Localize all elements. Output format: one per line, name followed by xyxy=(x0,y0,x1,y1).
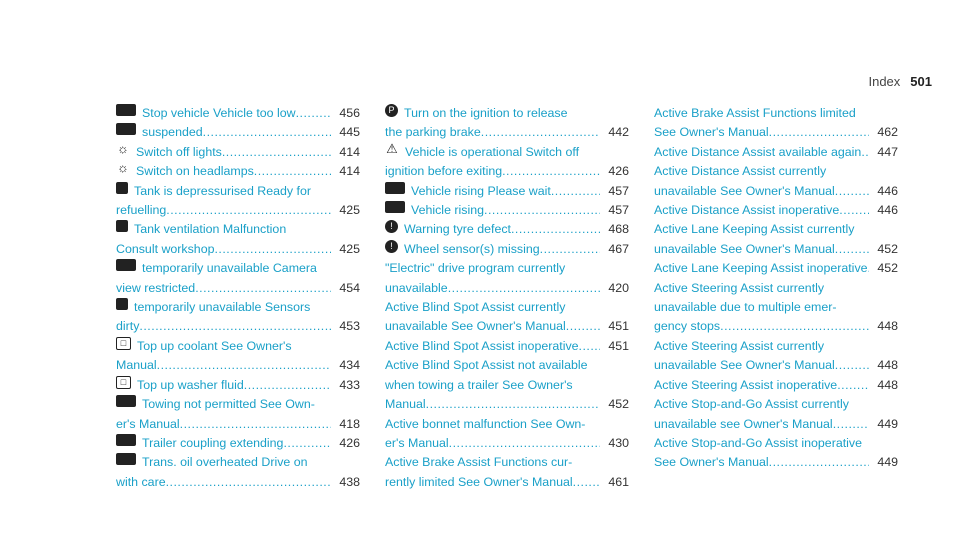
index-entry-line xyxy=(654,356,898,375)
entry-page-number: 449 xyxy=(877,455,898,470)
entry-text[interactable]: Vehicle rising xyxy=(411,203,485,218)
index-entry-line xyxy=(654,123,898,142)
entry-text[interactable]: dirty xyxy=(116,319,140,334)
entry-text[interactable]: Active Blind Spot Assist not available xyxy=(385,358,588,373)
entry-text[interactable]: unavailable See Owner's Manual xyxy=(654,241,835,256)
index-entry-line xyxy=(385,201,629,220)
index-entry-line xyxy=(385,473,629,492)
index-entry-line xyxy=(116,473,360,492)
entry-text[interactable]: er's Manual xyxy=(385,435,449,450)
entry-page-number: 462 xyxy=(877,125,898,140)
entry-text[interactable]: view restricted xyxy=(116,280,196,295)
entry-text[interactable]: Active Lane Keeping Assist currently xyxy=(654,222,855,237)
index-entry[interactable] xyxy=(116,182,360,221)
entry-text[interactable]: Active Steering Assist inoperative xyxy=(654,377,838,392)
page-number: 501 xyxy=(910,74,932,89)
index-entry[interactable] xyxy=(654,220,898,259)
entry-page-number: 414 xyxy=(339,144,360,159)
entry-text[interactable]: Tank ventilation Malfunction xyxy=(134,222,287,237)
dot-leader xyxy=(203,123,331,142)
dot-leader xyxy=(180,415,331,434)
light-icon: ☼ xyxy=(117,160,129,176)
index-entry-line xyxy=(385,123,629,142)
index-entry-line xyxy=(116,434,360,453)
index-entry[interactable] xyxy=(654,337,898,376)
index-entry-line xyxy=(654,220,898,239)
entry-text[interactable]: unavailable see Owner's Manual xyxy=(654,416,833,431)
entry-page-number: 449 xyxy=(877,416,898,431)
camera-icon xyxy=(116,259,136,271)
index-entry-line xyxy=(385,140,629,162)
entry-text[interactable]: Vehicle is operational Switch off xyxy=(405,144,580,159)
index-entry[interactable] xyxy=(116,162,360,181)
index-entry[interactable] xyxy=(116,298,360,337)
index-entry-line xyxy=(385,182,629,201)
dot-leader xyxy=(283,434,331,453)
index-entry-line xyxy=(654,201,898,220)
dot-leader xyxy=(481,123,600,142)
entry-text[interactable]: unavailable See Owner's Manual xyxy=(654,183,835,198)
index-entry[interactable] xyxy=(385,356,629,414)
entry-text[interactable]: rently limited See Owner's Manual xyxy=(385,474,573,489)
entry-text[interactable]: Active Blind Spot Assist currently xyxy=(385,300,566,315)
dot-leader xyxy=(484,201,600,220)
index-entry[interactable] xyxy=(116,434,360,453)
index-entry-line xyxy=(116,240,360,259)
entry-text[interactable]: "Electric" drive program currently xyxy=(385,261,566,276)
index-entry[interactable] xyxy=(116,337,360,376)
dot-leader xyxy=(511,220,600,239)
dot-leader xyxy=(573,473,600,492)
tyre-pressure-icon: ! xyxy=(385,240,398,253)
index-entry-line xyxy=(116,415,360,434)
index-entry[interactable] xyxy=(654,162,898,201)
index-entry-line xyxy=(116,317,360,336)
entry-text[interactable]: See Owner's Manual xyxy=(654,125,769,140)
index-entry[interactable] xyxy=(385,220,629,239)
car-lifting-icon xyxy=(385,182,405,194)
index-entry-line xyxy=(654,434,898,453)
index-entry-line xyxy=(385,104,629,123)
dot-leader xyxy=(837,376,869,395)
sensor-icon xyxy=(116,298,128,310)
dot-leader xyxy=(835,182,869,201)
index-entry-line xyxy=(116,279,360,298)
index-entry-line xyxy=(385,337,629,356)
entry-page-number: 454 xyxy=(339,280,360,295)
index-entry-line xyxy=(654,240,898,259)
index-entry[interactable] xyxy=(385,259,629,298)
index-column-1 xyxy=(116,104,360,492)
entry-page-number: 451 xyxy=(608,319,629,334)
dot-leader xyxy=(166,473,331,492)
entry-page-number: 452 xyxy=(608,397,629,412)
index-entry-line xyxy=(116,104,360,123)
entry-text[interactable]: Active Blind Spot Assist inoperative xyxy=(385,338,579,353)
index-entry[interactable] xyxy=(116,140,360,162)
entry-text[interactable]: er's Manual xyxy=(116,416,180,431)
dot-leader xyxy=(426,395,600,414)
index-entry-line xyxy=(116,395,360,414)
dot-leader xyxy=(254,162,331,181)
index-entry[interactable] xyxy=(116,453,360,492)
index-entry[interactable] xyxy=(385,240,629,259)
dot-leader xyxy=(720,317,869,336)
entry-text[interactable]: unavailable See Owner's Manual xyxy=(654,358,835,373)
entry-page-number: 426 xyxy=(608,164,629,179)
index-entry-line xyxy=(116,453,360,472)
entry-text[interactable]: Manual xyxy=(385,397,426,412)
entry-page-number: 446 xyxy=(877,183,898,198)
index-entry-line xyxy=(116,298,360,317)
index-entry-line xyxy=(654,279,898,298)
index-entry[interactable] xyxy=(385,182,629,201)
entry-text[interactable]: Wheel sensor(s) missing xyxy=(404,241,540,256)
entry-text[interactable]: Active bonnet malfunction See Own- xyxy=(385,416,586,431)
index-entry-line xyxy=(654,182,898,201)
index-entry-line xyxy=(654,143,898,162)
entry-text[interactable]: Active Distance Assist currently xyxy=(654,164,827,179)
index-entry-line xyxy=(385,395,629,414)
entry-text[interactable]: See Owner's Manual xyxy=(654,455,769,470)
parking-brake-icon: P xyxy=(385,104,398,117)
index-entry-line xyxy=(654,415,898,434)
index-label: Index xyxy=(868,74,901,89)
entry-page-number: 434 xyxy=(339,358,360,373)
entry-text[interactable]: refuelling xyxy=(116,203,167,218)
index-entry-line xyxy=(385,279,629,298)
index-entry[interactable] xyxy=(654,259,898,278)
entry-text[interactable]: Trans. oil overheated Drive on xyxy=(142,455,308,470)
entry-text[interactable]: Active Brake Assist Functions cur- xyxy=(385,455,573,470)
index-column-2 xyxy=(385,104,629,492)
index-entry[interactable] xyxy=(385,453,629,492)
index-entry[interactable] xyxy=(385,201,629,220)
entry-text[interactable]: Turn on the ignition to release xyxy=(404,106,568,120)
car-lifting-icon xyxy=(116,104,136,116)
dot-leader xyxy=(166,201,331,220)
entry-page-number: 448 xyxy=(877,319,898,334)
dot-leader xyxy=(195,279,331,298)
entry-page-number: 452 xyxy=(877,241,898,256)
index-entry[interactable] xyxy=(654,201,898,220)
index-entry[interactable] xyxy=(385,415,629,454)
entry-page-number: 453 xyxy=(339,319,360,334)
dot-leader xyxy=(551,182,600,201)
entry-text[interactable]: when towing a trailer See Owner's xyxy=(385,377,573,392)
entry-text[interactable]: Active Stop-and-Go Assist inoperative xyxy=(654,435,862,450)
trailer-coupling-icon xyxy=(116,434,136,446)
entry-text[interactable]: Top up coolant See Owner's xyxy=(137,338,292,353)
entry-page-number: 425 xyxy=(339,241,360,256)
entry-text[interactable]: Stop vehicle Vehicle too low xyxy=(142,106,296,120)
entry-text[interactable]: Active Stop-and-Go Assist currently xyxy=(654,397,849,412)
index-entry[interactable] xyxy=(116,259,360,298)
index-entry-line xyxy=(385,240,629,259)
entry-page-number: 433 xyxy=(339,377,360,392)
dot-leader xyxy=(139,317,331,336)
entry-page-number: 418 xyxy=(339,416,360,431)
index-column-3 xyxy=(654,104,898,473)
index-entry-line xyxy=(116,220,360,239)
entry-page-number: 447 xyxy=(877,144,898,159)
light-icon: ☼ xyxy=(117,140,129,156)
index-entry-line xyxy=(654,298,898,317)
dot-leader xyxy=(502,162,600,181)
entry-text[interactable]: Switch on headlamps xyxy=(136,164,254,179)
index-entry-line xyxy=(385,453,629,472)
entry-text[interactable]: temporarily unavailable Sensors xyxy=(134,300,311,315)
dot-leader xyxy=(833,415,869,434)
index-entry-line xyxy=(654,317,898,336)
dot-leader xyxy=(244,376,331,395)
index-entry-line xyxy=(385,298,629,317)
entry-page-number: 457 xyxy=(608,203,629,218)
entry-text[interactable]: Active Distance Assist inoperative xyxy=(654,203,840,218)
index-entry-line xyxy=(654,162,898,181)
dot-leader xyxy=(861,143,869,162)
index-entry-line xyxy=(385,317,629,336)
index-entry-line xyxy=(116,140,360,162)
index-entry-line xyxy=(654,104,898,123)
entry-text[interactable]: Towing not permitted See Own- xyxy=(142,397,315,412)
entry-page-number: 452 xyxy=(877,261,898,276)
index-entry[interactable] xyxy=(116,123,360,142)
entry-text[interactable]: unavailable See Owner's Manual xyxy=(385,319,566,334)
entry-page-number: 445 xyxy=(339,125,360,140)
index-entry[interactable] xyxy=(654,395,898,434)
entry-text[interactable]: unavailable due to multiple emer- xyxy=(654,300,837,315)
index-entry-line xyxy=(116,123,360,142)
index-entry-line xyxy=(116,201,360,220)
index-entry[interactable] xyxy=(654,376,898,395)
dot-leader xyxy=(769,123,869,142)
index-entry[interactable] xyxy=(654,434,898,473)
index-entry[interactable] xyxy=(116,104,360,123)
dot-leader xyxy=(449,434,600,453)
dot-leader xyxy=(769,453,869,472)
towing-icon xyxy=(116,395,136,407)
entry-text[interactable]: Warning tyre defect xyxy=(404,222,511,237)
index-entry-line xyxy=(654,259,898,278)
entry-page-number: 442 xyxy=(608,125,629,140)
entry-text[interactable]: Trailer coupling extending xyxy=(142,435,284,450)
entry-page-number: 461 xyxy=(608,474,629,489)
dot-leader xyxy=(839,201,869,220)
entry-page-number: 420 xyxy=(608,280,629,295)
dot-leader xyxy=(540,240,600,259)
index-entry[interactable] xyxy=(116,376,360,395)
index-entry-line xyxy=(654,395,898,414)
entry-page-number: 430 xyxy=(608,435,629,450)
dot-leader xyxy=(835,356,869,375)
entry-text[interactable]: Consult workshop xyxy=(116,241,215,256)
index-entry-line xyxy=(116,337,360,356)
transmission-oil-icon xyxy=(116,453,136,465)
tyre-pressure-icon: ! xyxy=(385,220,398,233)
washer-fluid-icon: □ xyxy=(116,376,131,389)
index-entry[interactable] xyxy=(116,220,360,259)
dot-leader xyxy=(566,317,600,336)
entry-text[interactable]: unavailable xyxy=(385,280,448,295)
entry-page-number: 467 xyxy=(608,241,629,256)
index-entry[interactable] xyxy=(385,298,629,337)
entry-text[interactable]: Vehicle rising Please wait xyxy=(411,183,551,198)
index-entry-line xyxy=(385,356,629,375)
index-entry-line xyxy=(385,415,629,434)
dot-leader xyxy=(835,240,869,259)
dot-leader xyxy=(579,337,600,356)
dot-leader xyxy=(448,279,600,298)
entry-text[interactable]: Active Distance Assist available again xyxy=(654,144,862,159)
dot-leader xyxy=(222,143,331,162)
entry-page-number: 425 xyxy=(339,203,360,218)
index-entry-line xyxy=(116,259,360,278)
index-entry-line xyxy=(385,259,629,278)
index-entry-line xyxy=(116,376,360,395)
index-entry-line xyxy=(116,356,360,375)
page-header xyxy=(868,74,932,89)
entry-text[interactable]: Manual xyxy=(116,358,157,373)
entry-text[interactable]: with care xyxy=(116,474,166,489)
index-entry-line xyxy=(116,162,360,181)
index-entry-line xyxy=(385,376,629,395)
index-entry[interactable] xyxy=(385,337,629,356)
warning-triangle-icon: ⚠ xyxy=(386,140,398,156)
entry-text[interactable]: Top up washer fluid xyxy=(137,377,244,392)
entry-text[interactable]: the parking brake xyxy=(385,125,481,140)
index-entry[interactable] xyxy=(654,143,898,162)
entry-page-number: 446 xyxy=(877,203,898,218)
entry-text[interactable]: gency stops xyxy=(654,319,721,334)
entry-text[interactable]: Active Steering Assist currently xyxy=(654,338,825,353)
entry-page-number: 414 xyxy=(339,164,360,179)
entry-page-number: 438 xyxy=(339,474,360,489)
index-entry[interactable] xyxy=(385,104,629,143)
entry-page-number: 448 xyxy=(877,377,898,392)
index-entry-line xyxy=(385,162,629,181)
dot-leader xyxy=(214,240,331,259)
entry-text[interactable]: Tank is depressurised Ready for xyxy=(134,183,311,198)
entry-page-number: 457 xyxy=(608,183,629,198)
index-entry[interactable] xyxy=(116,395,360,434)
entry-text[interactable]: suspended xyxy=(142,125,203,140)
entry-text[interactable]: ignition before exiting xyxy=(385,164,503,179)
index-entry-line xyxy=(385,434,629,453)
index-entry-line xyxy=(654,453,898,472)
entry-page-number: 456 xyxy=(339,106,360,120)
entry-text[interactable]: Active Lane Keeping Assist inoperative xyxy=(654,261,868,276)
index-entry-line xyxy=(654,376,898,395)
coolant-icon: □ xyxy=(116,337,131,350)
entry-text[interactable]: Active Brake Assist Functions limited xyxy=(654,106,856,120)
index-entry[interactable] xyxy=(654,279,898,337)
entry-text[interactable]: temporarily unavailable Camera xyxy=(142,261,317,276)
fuel-tank-icon xyxy=(116,220,128,232)
fuel-tank-icon xyxy=(116,182,128,194)
index-entry-line xyxy=(385,220,629,239)
suspension-icon xyxy=(116,123,136,135)
entry-page-number: 451 xyxy=(608,338,629,353)
entry-text[interactable]: Switch off lights xyxy=(136,144,222,159)
index-entry[interactable] xyxy=(385,140,629,182)
entry-page-number: 468 xyxy=(608,222,629,237)
entry-page-number: 448 xyxy=(877,358,898,373)
entry-text[interactable]: Active Steering Assist currently xyxy=(654,280,825,295)
car-lifting-icon xyxy=(385,201,405,213)
entry-page-number: 426 xyxy=(339,435,360,450)
index-entry-line xyxy=(116,182,360,201)
dot-leader xyxy=(157,356,331,375)
index-entry[interactable] xyxy=(654,104,898,143)
index-entry-line xyxy=(654,337,898,356)
dot-leader xyxy=(296,104,331,123)
